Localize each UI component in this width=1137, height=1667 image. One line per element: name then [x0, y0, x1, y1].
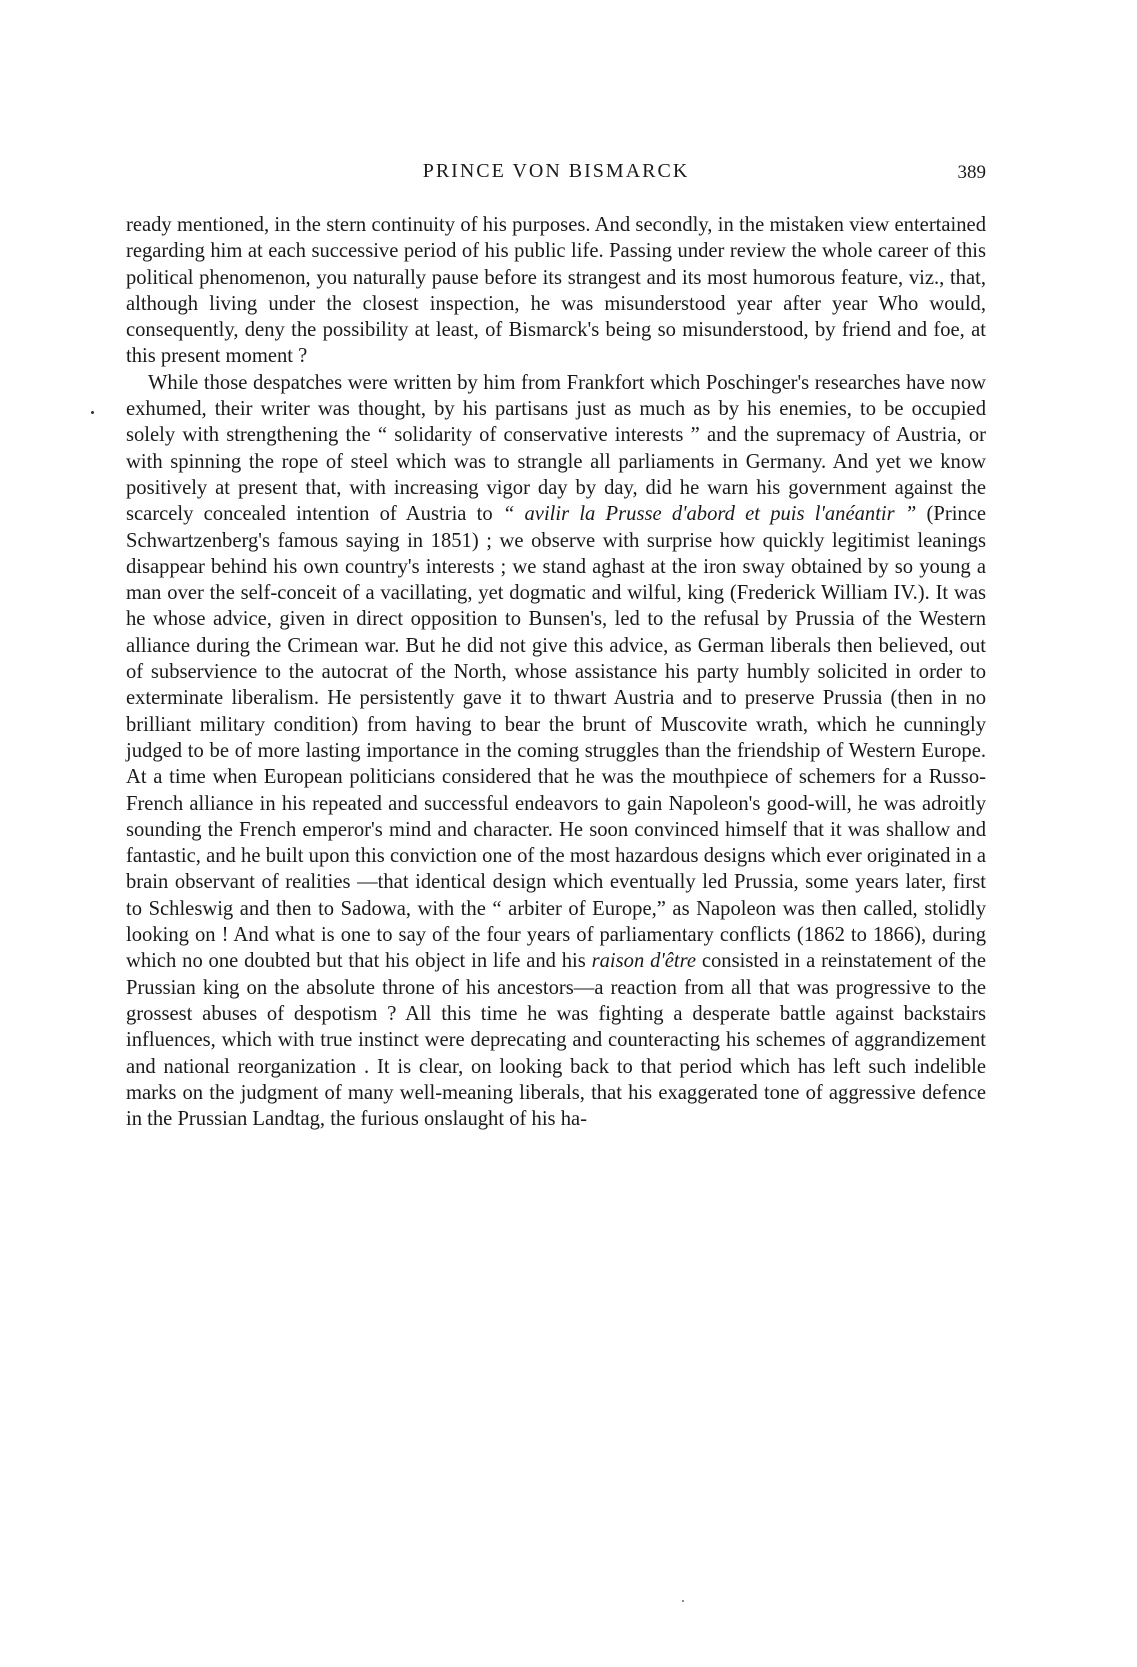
paragraph-1: ready mentioned, in the stern continuity of his purposes. And secondly, in the mistaken view entertained regarding him at each successive period of his public life. Passing under review the whole career of this political phenomenon, you naturally pause before its strangest and its most humorous feature, viz., that, although living under the closest inspection, he was misunderstood year after year Who would, consequently, deny the possibility at least, of Bismarck's being so misunderstood, by friend and foe, at this present moment ? [126, 214, 986, 368]
paragraph-2-part-a: While those despatches were written by him from Frankfort which Poschinger's researches have now exhumed, their writer was thought, by his partisans just as much as by his enemies, to be occupied solely with strengthening the “ solidarity of conservative interests ” and the supremacy of Austria, or with spinning the rope of steel which was to strangle all parliaments in Germany. And yet we know positively at present that, with increasing vigor day by day, did he warn his government against the scarcely concealed intention of Austria to [126, 371, 986, 526]
french-quotation: “ avilir la Prusse d'abord et puis l'anéantir ” [502, 503, 917, 526]
page-number: 389 [957, 162, 986, 183]
body-text [126, 212, 986, 1132]
foot-mark [682, 1600, 684, 1602]
paragraph-2-part-b: (Prince Schwartzenberg's famous saying in 1851) ; we observe with surprise how quickly legitimist leanings disappear behind his own country's interests ; we stand aghast at the iron sway obtained by so young a man over the self-conceit of a vacillating, yet dogmatic and wilful, king (Frederick William IV.). It was he whose advice, given in direct opposition to Bunsen's, led to the refusal by Prussia of the Western alliance during the Crimean war. But he did not give this advice, as German liberals then believed, out of subservience to the autocrat of the North, whose assistance his party humbly solicited in order to exterminate liberalism. He persistently gave it to thwart Austria and to preserve Prussia (then in no brilliant military condition) from having to bear the brunt of Muscovite wrath, which he cunningly judged to be of more lasting importance in the coming struggles than the friendship of Western Europe. At a time when European politicians considered that he was the mouthpiece of schemers for a Russo-French alliance in his repeated and successful endeavors to gain Napoleon's good-will, he was adroitly sounding the French emperor's mind and character. He soon convinced himself that it was shallow and fantastic, and he built upon this conviction one of the most hazardous designs which ever originated in a brain observant of realities —that identical design which eventually led Prussia, some years later, first to Schleswig and then to Sadowa, with the “ arbiter of Europe,” as Napoleon was then called, stolidly looking on ! And what is one to say of the four years of parliamentary conflicts (1862 to 1866), during which no one doubted but that his object in life and his [126, 503, 986, 973]
paragraph-2-part-c: consisted in a reinstatement of the Prussian king on the absolute throne of his ancestors—a reaction from all that was progressive to the grossest abuses of despotism ? All this time he was fighting a desperate battle against backstairs influences, which with true instinct were deprecating and counteracting his schemes of aggrandizement and national reorganization . It is clear, on looking back to that period which has left such indelible marks on the judgment of many well-meaning liberals, that his exaggerated tone of aggressive defence in the Prussian Landtag, the furious onslaught of his ha- [126, 950, 986, 1131]
margin-mark [91, 411, 94, 414]
running-title: PRINCE VON BISMARCK [422, 160, 690, 182]
paragraph-2 [126, 370, 986, 1133]
raison-detre-phrase: raison d'être [591, 950, 697, 973]
running-head [126, 160, 986, 190]
